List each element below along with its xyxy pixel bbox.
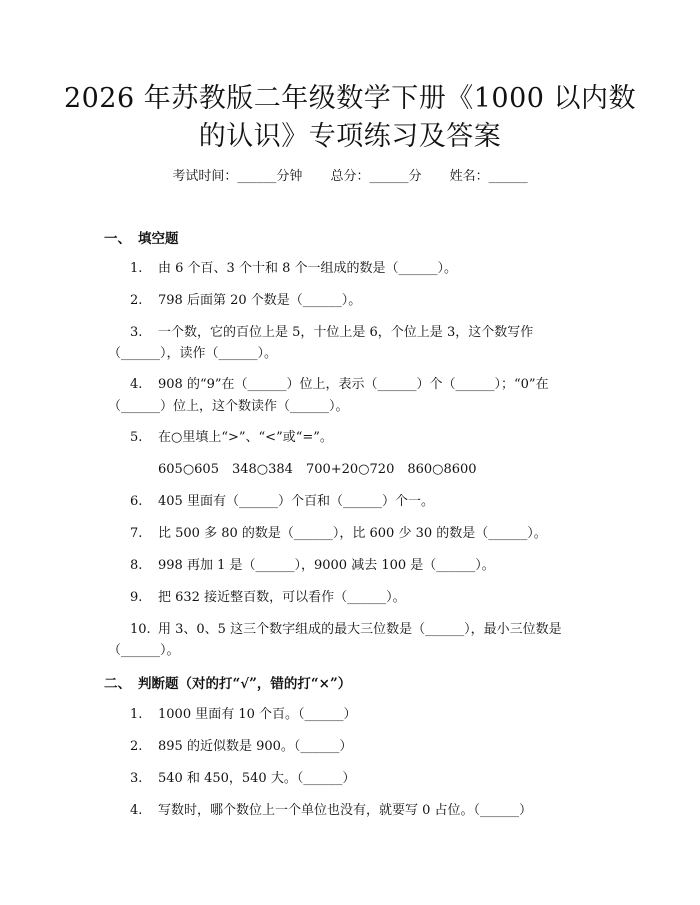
question-1 bbox=[130, 260, 457, 278]
question-text: 把 632 接近整百数，可以看作（______）。 bbox=[158, 590, 406, 605]
tf-question-1 bbox=[130, 706, 357, 724]
question-number: 1. bbox=[130, 707, 143, 722]
question-10-continued: （______）。 bbox=[108, 643, 180, 658]
question-number: 3. bbox=[130, 325, 143, 340]
question-4 bbox=[130, 376, 549, 394]
question-text: 一个数，它的百位上是 5，十位上是 6，个位上是 3，这个数写作 bbox=[158, 325, 534, 340]
question-text: 由 6 个百、3 个十和 8 个一组成的数是（______）。 bbox=[158, 261, 457, 276]
question-number: 3. bbox=[130, 771, 143, 786]
question-7 bbox=[130, 525, 547, 543]
question-text: 895 的近似数是 900。（______） bbox=[158, 739, 353, 754]
title-line-2: 的认识》专项练习及答案 bbox=[198, 121, 502, 152]
question-number: 1. bbox=[130, 261, 143, 276]
question-6 bbox=[130, 493, 434, 511]
section-fill-in-blank-heading bbox=[104, 230, 179, 248]
question-text: 908 的“9”在（______）位上，表示（______）个（______）；“0”在 bbox=[158, 377, 549, 392]
question-5 bbox=[130, 429, 333, 447]
section-number: 一、 bbox=[104, 231, 131, 247]
question-2 bbox=[130, 292, 361, 310]
question-9 bbox=[130, 589, 406, 607]
question-5-comparisons: 605○605 348○384 700+20○720 860○8600 bbox=[158, 462, 477, 477]
question-text: 1000 里面有 10 个百。（______） bbox=[158, 707, 357, 722]
question-number: 10. bbox=[130, 622, 151, 637]
question-8 bbox=[130, 557, 495, 575]
page-title bbox=[50, 80, 650, 156]
question-text: 用 3、0、5 这三个数字组成的最大三位数是（______），最小三位数是 bbox=[158, 622, 562, 637]
question-number: 6. bbox=[130, 494, 143, 509]
question-number: 7. bbox=[130, 526, 143, 541]
total-score-field: 总分：______分 bbox=[330, 169, 422, 184]
question-number: 4. bbox=[130, 377, 143, 392]
question-number: 5. bbox=[130, 430, 143, 445]
tf-question-2 bbox=[130, 738, 352, 756]
question-number: 9. bbox=[130, 590, 143, 605]
question-text: 比 500 多 80 的数是（______），比 600 少 30 的数是（______）。 bbox=[158, 526, 547, 541]
question-number: 4. bbox=[130, 803, 143, 818]
question-text: 405 里面有（______）个百和（______）个一。 bbox=[158, 494, 434, 509]
section-true-false-heading bbox=[104, 675, 351, 693]
question-number: 8. bbox=[130, 558, 143, 573]
question-text: 798 后面第 20 个数是（______）。 bbox=[158, 293, 362, 308]
question-4-continued: （______）位上，这个数读作（______）。 bbox=[108, 399, 349, 414]
title-line-1: 2026 年苏教版二年级数学下册《1000 以内数 bbox=[63, 83, 637, 114]
tf-question-4 bbox=[130, 802, 532, 820]
section-number: 二、 bbox=[104, 676, 131, 692]
section-title: 判断题（对的打“√”，错的打“×”） bbox=[138, 676, 352, 692]
question-number: 2. bbox=[130, 739, 143, 754]
student-name-field: 姓名：______ bbox=[449, 169, 528, 184]
question-3 bbox=[130, 324, 533, 342]
question-10 bbox=[130, 621, 562, 639]
exam-info-row bbox=[0, 168, 700, 186]
question-text: 998 再加 1 是（______），9000 减去 100 是（______）。 bbox=[158, 558, 495, 573]
question-text: 写数时，哪个数位上一个单位也没有，就要写 0 占位。（______） bbox=[158, 803, 533, 818]
question-number: 2. bbox=[130, 293, 143, 308]
question-text: 540 和 450，540 大。（______） bbox=[158, 771, 356, 786]
tf-question-3 bbox=[130, 770, 355, 788]
question-text: 在○里填上“>”、“<”或“=”。 bbox=[158, 430, 333, 445]
question-3-continued: （______），读作（______）。 bbox=[108, 346, 278, 361]
section-title: 填空题 bbox=[138, 231, 179, 247]
exam-time-field: 考试时间：______分钟 bbox=[172, 169, 303, 184]
